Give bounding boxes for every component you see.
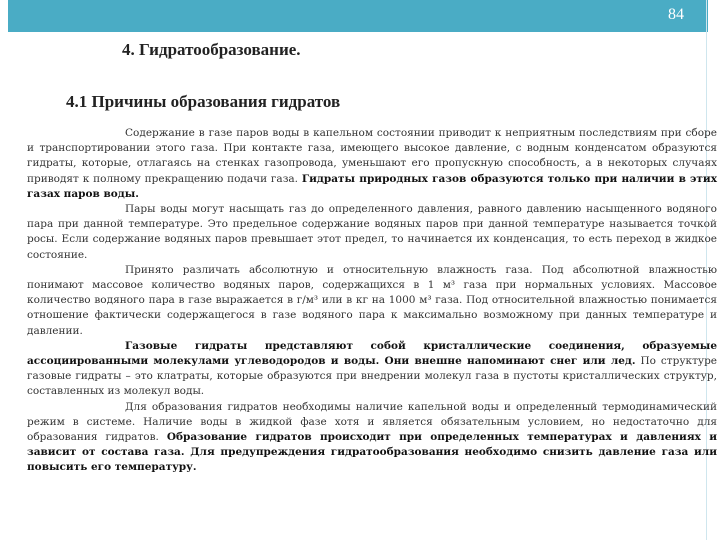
header-bar <box>8 0 708 32</box>
paragraph-2 <box>27 202 717 263</box>
paragraph-3 <box>27 263 717 339</box>
page-number: 84 <box>668 6 684 23</box>
section-title: 4. Гидратообразование. <box>122 40 301 59</box>
body-text <box>27 126 717 476</box>
paragraph-5-text: Для образования гидратов необходимы наличие капельной воды и определенный термодинамический режим в системе. Наличие воды в жидкой фазе хотя и является обязательным условием, но недостаточно для образования гидратов. <box>27 400 717 444</box>
paragraph-5 <box>27 400 717 476</box>
paragraph-2-text: Пары воды могут насыщать газ до определенного давления, равного давлению насыщенного водяного пара при данной температуре. Это предельное содержание водяных паров при данной температуре называется точкой росы. Если содержание водяных паров превышает этот предел, то начинается их конденсация, то есть переход в жидкое состояние. <box>27 203 717 261</box>
subsection-title: 4.1 Причины образования гидратов <box>66 92 341 111</box>
paragraph-3-text: Принято различать абсолютную и относительную влажность газа. Под абсолютной влажностью понимают массовое количество водяных паров, содержащихся в 1 м³ газа при нормальных условиях. Массовое количество водяного пара в газе выражается в г/м³ или в кг на 1000 м³ газа. Под относительной влажностью понимается отношение фактически содержащегося в газе водяного пара к максимально возможному при данных температуре и давлении. <box>27 263 717 337</box>
paragraph-1-text: Содержание в газе паров воды в капельном состоянии приводит к неприятным последствиям при сборе и транспортировании этого газа. При контакте газа, имеющего высокое давление, с водным конденсатом образуются гидраты, которые, отлагаясь на стенках газопровода, уменьшают его пропускную способность, а в некоторых случаях приводят к полному прекращению подачи газа. <box>27 127 717 185</box>
paragraph-4-text: По структуре газовые гидраты – это клатраты, которые образуются при внедрении молекул газа в пустоты кристаллических структур, составленных из молекул воды. <box>27 355 718 398</box>
paragraph-4-bold: Газовые гидраты представляют собой кристаллические соединения, образуемые ассоциированными молекулами углеводородов и воды. Они внешне напоминают снег или лед. <box>27 339 717 368</box>
paragraph-5-bold: Образование гидратов происходит при определенных температурах и давлениях и зависит от состава газа. Для предупреждения гидратообразования необходимо снизить давление газа или повысить его температуру. <box>27 431 717 474</box>
paragraph-4 <box>27 339 717 400</box>
paragraph-1 <box>27 126 717 202</box>
paragraph-1-bold: Гидраты природных газов образуются только при наличии в этих газах паров воды. <box>27 172 717 200</box>
